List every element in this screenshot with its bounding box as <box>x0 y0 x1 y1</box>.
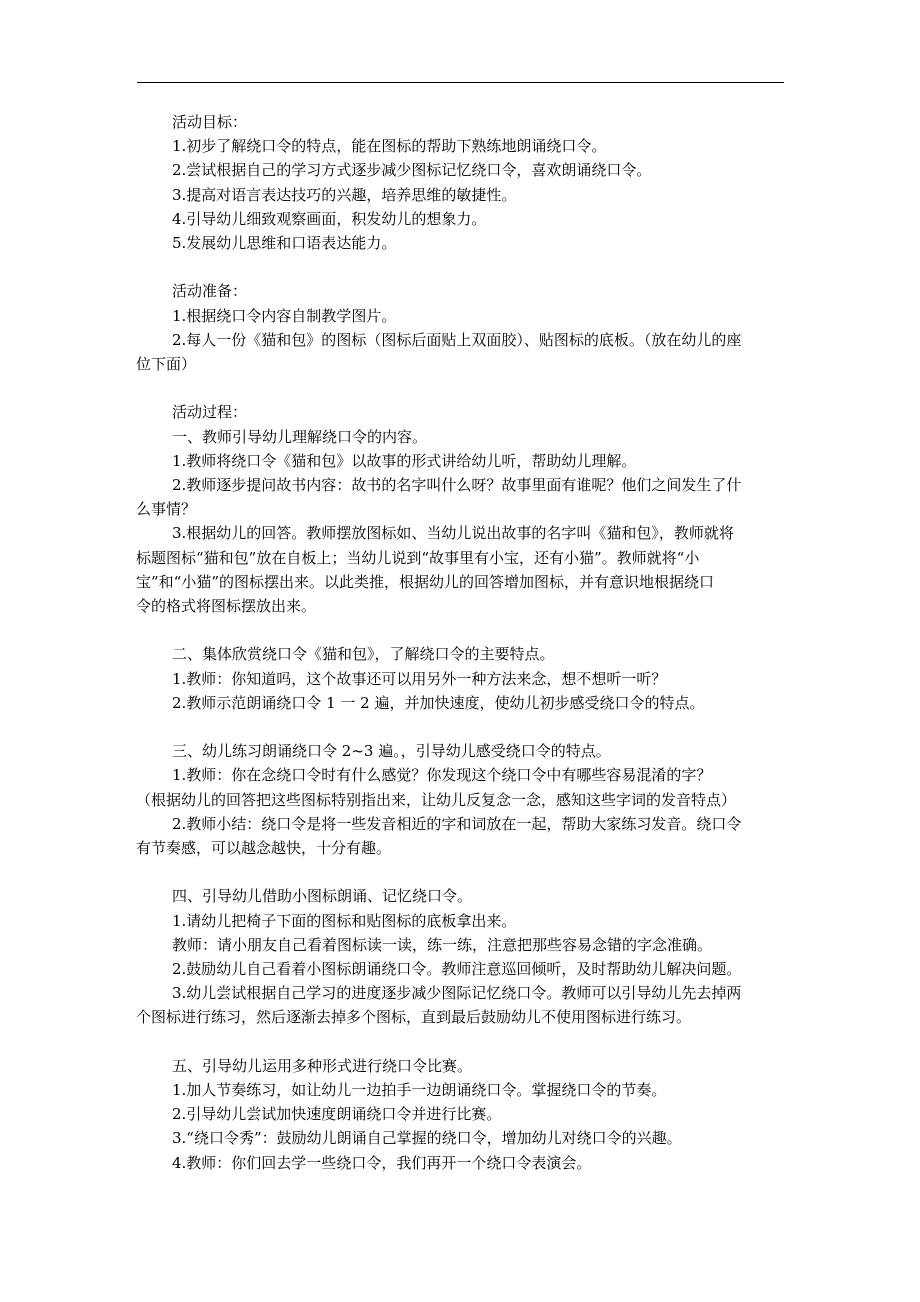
section-heading: 活动目标： <box>172 113 248 131</box>
text-line: 2.教师逐步提问故书内容：故书的名字叫什么呀？故事里面有谁呢？他们之间发生了什 <box>172 476 742 495</box>
paragraph <box>136 328 784 376</box>
paragraph <box>136 521 784 618</box>
section-heading: 二、集体欣赏绕口令《猫和包》，了解绕口令的主要特点。 <box>172 645 555 664</box>
text-line: 3.幼儿尝试根据自己学习的进度逐步减少图际记忆绕口令。教师可以引导幼儿先去掉两 <box>172 984 742 1003</box>
text-line: 1.根据绕口令内容自制教学图片。 <box>172 306 397 325</box>
text-line: 2.教师小结：绕口令是将一些发音相近的字和词放在一起，帮助大家练习发音。绕口令 <box>172 814 742 833</box>
header-rule <box>137 82 784 83</box>
text-line: 么事情？ <box>136 500 197 519</box>
text-line: 教师：请小朋友自己看着图标读一读，练一练，注意把那些容易念错的字念准确。 <box>172 935 713 954</box>
section-heading: 五、引导幼儿运用多种形式进行绕口令比赛。 <box>172 1056 473 1075</box>
text-line: 1.教师：你在念绕口令时有什么感觉？你发现这个绕口令中有哪些容易混淆的字？ <box>172 766 712 785</box>
text-line: （根据幼儿的回答把这些图标特别指出来，让幼儿反复念一念，感知这些字词的发音特点） <box>136 790 737 809</box>
text-line: 1.请幼儿把椅子下面的图标和贴图标的底板拿出来。 <box>172 911 517 930</box>
text-line: 2.每人一份《猫和包》的图标（图标后面贴上双面胶）、贴图标的底板。（放在幼儿的座 <box>172 330 742 349</box>
section-part-5 <box>172 1054 784 1175</box>
section-goals <box>172 110 784 255</box>
section-heading: 四、引导幼儿借助小图标朗诵、记忆绕口令。 <box>172 887 473 906</box>
text-line: 2.尝试根据自己的学习方式逐步减少图标记忆绕口令，喜欢朗诵绕口令。 <box>172 161 652 180</box>
text-line: 2.引导幼儿尝试加快速度朗诵绕口令并进行比赛。 <box>172 1105 502 1124</box>
text-line: 个图标进行练习，然后逐渐去掉多个图标，直到最后鼓励幼儿不使用图标进行练习。 <box>136 1008 692 1027</box>
text-line: 令的格式将图标摆放出来。 <box>136 597 317 616</box>
section-heading: 活动过程： <box>172 403 248 422</box>
text-line: 5.发展幼儿思维和口语表达能力。 <box>172 234 397 253</box>
text-line: 3.提高对语言表达技巧的兴趣，培养思维的敏捷性。 <box>172 185 517 204</box>
text-line: 1.教师：你知道吗，这个故事还可以用另外一种方法来念，想不想听一听？ <box>172 669 667 688</box>
text-line: 1.教师将绕口令《猫和包》以故事的形式讲给幼儿听，帮助幼儿理解。 <box>172 451 637 470</box>
section-process <box>136 400 784 618</box>
paragraph <box>136 473 784 521</box>
text-line: 位下面） <box>136 355 197 374</box>
section-part-4 <box>136 884 784 1029</box>
paragraph <box>136 981 784 1029</box>
document-body <box>136 110 784 1175</box>
paragraph <box>136 763 784 811</box>
text-line: 1.加人节奏练习，如让幼儿一边拍手一边朗诵绕口令。掌握绕口令的节奏。 <box>172 1081 667 1100</box>
section-part-3 <box>136 739 784 860</box>
text-line: 有节奏感，可以越念越快，十分有趣。 <box>136 839 392 858</box>
text-line: 4.教师：你们回去学一些绕口令，我们再开一个绕口令表演会。 <box>172 1153 592 1172</box>
text-line: 2.教师示范朗诵绕口令 1 一 2 遍，并加快速度，使幼儿初步感受绕口令的特点。 <box>172 693 705 712</box>
section-part-2 <box>172 642 784 715</box>
section-preparation <box>136 279 784 376</box>
text-line: 2.鼓励幼儿自己看着小图标朗诵绕口令。教师注意巡回倾听，及时帮助幼儿解决问题。 <box>172 960 742 979</box>
text-line: 标题图标“猫和包”放在自板上；当幼儿说到“故事里有小宝，还有小猫”。教师就将“小 <box>136 548 700 567</box>
section-heading: 三、幼儿练习朗诵绕口令 2~3 遍。，引导幼儿感受绕口令的特点。 <box>172 742 611 761</box>
text-line: 宝”和“小猫”的图标摆出来。以此类推，根据幼儿的回答增加图标，并有意识地根据绕口 <box>136 572 715 591</box>
section-heading: 活动准备： <box>172 282 248 301</box>
text-line: 1.初步了解绕口令的特点，能在图标的帮助下熟练地朗诵绕口令。 <box>172 137 607 156</box>
text-line: 3.“绕口令秀”：鼓励幼儿朗诵自己掌握的绕口令，增加幼儿对绕口令的兴趣。 <box>172 1129 682 1148</box>
text-line: 3.根据幼儿的回答。教师摆放图标如、当幼儿说出故事的名字叫《猫和包》，教师就将 <box>172 524 734 543</box>
paragraph <box>136 812 784 860</box>
text-line: 一、教师引导幼儿理解绕口令的内容。 <box>172 427 428 446</box>
text-line: 4.引导幼儿细致观察画面，积发幼儿的想象力。 <box>172 209 487 228</box>
